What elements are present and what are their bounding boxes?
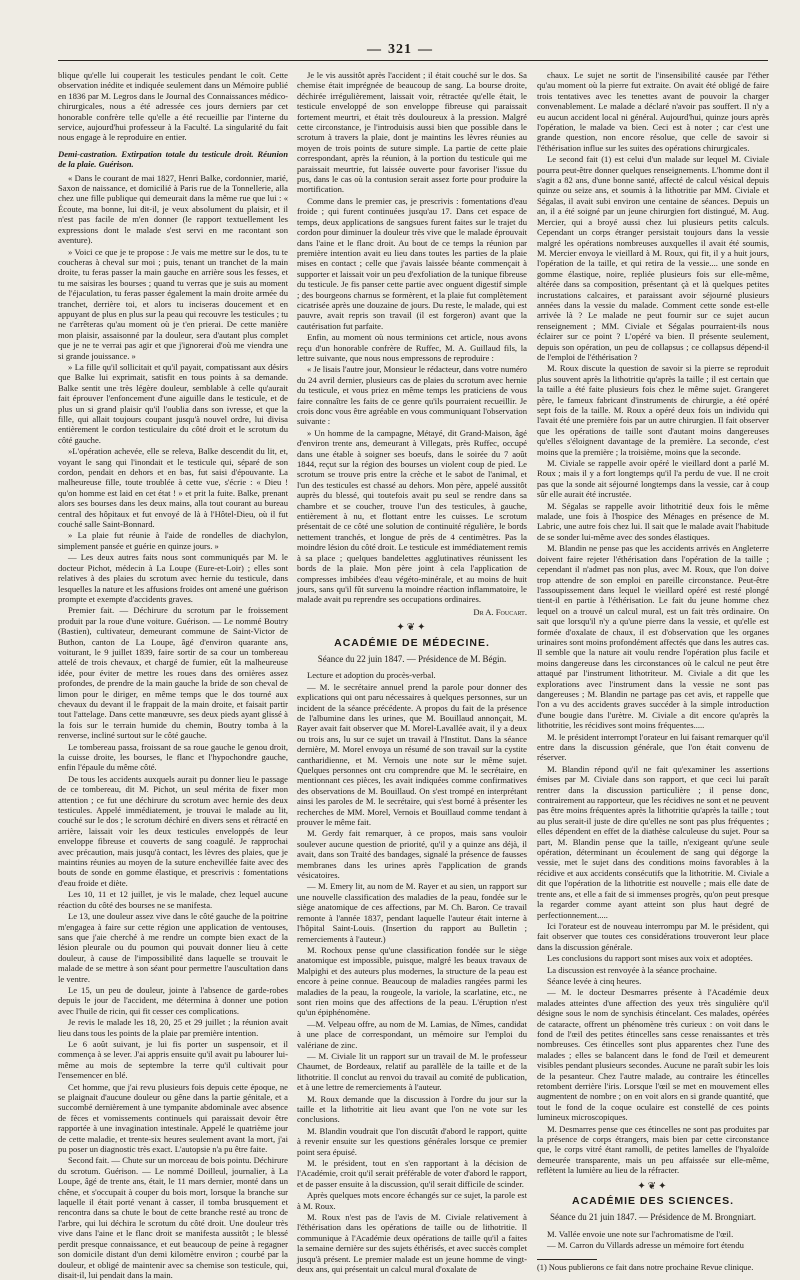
paragraph: M. le président interrompt l'orateur en lui faisant remarquer qu'il entre dans la discussion générale, que l'on était convenu de réserver.	[537, 731, 769, 763]
footnote-rule	[537, 1259, 597, 1260]
paragraph: —M. Velpeau offre, au nom de M. Lamias, de Nîmes, candidat à une place de correspondant, un mémoire sur l'emploi du valériane de zinc.	[297, 1018, 527, 1050]
column-1-paragraphs	[58, 173, 288, 1280]
paragraph: — M. Civiale lit un rapport sur un travail de M. le professeur Chaumet, de Bordeaux, relatif au parallèle de la taille et de la lithotritie. Il conclut au renvoi du travail au comité de publication, et à une lettre de remerciements à l'auteur.	[297, 1050, 527, 1093]
paragraph: Je le vis aussitôt après l'accident ; il était couché sur le dos. Sa chemise était imprégnée de beaucoup de sang. La bourse droite, déchirée irrégulièrement, laissait voir, rétractée qu'elle était, le testicule enveloppé de son enveloppe fibreuse qui paraissait fortement meurtri, et était très douloureux à la pression. Malgré cette circonstance, je l'introduisis aussi bien que possible dans le scrotum à travers la plaie, dont je maintins les lèvres réunies au moyen de trois points de suture simple. La partie de cette plaie correspondant, après la réunion, à la portion du testicule qui me paraissait meurtrie, fut laissée ouverte pour favoriser l'issue du pus, dans le cas où la contusion serait assez forte pour produire la mortification.	[297, 70, 527, 195]
paragraph: Premier fait. — Déchirure du scrotum par le froissement produit par la roue d'une voiture. Guérison. — Le nommé Boutry (Bastien), cultivateur, demeurant commune de Saint-Victor de Buthon, canton de La Loupe, âgé d'environ quarante ans, voiturant, le 9 juillet 1839, faire sortir de sa cour un tombereau attelé de trois chevaux, et chargé de fumier, eût la malheureuse idée, pour éviter de mettre les roues dans des ornières assez profondes, de prendre de la main gauche la bride de son cheval de limon pour le diriger, en même temps que le dos tourné aux chevaux du devant il le frappait de la main droite, et faisait partir tout l'attelage. Dans cette manœuvre, ses deux pieds ayant glissé à la fois sur le terrain humide du chemin, Boutry tomba à la renverse, incliné surtout sur le côté gauche.	[58, 605, 288, 741]
paragraph: » La fille qu'il sollicitait et qu'il payait, compatissant aux désirs que Balke lui exprimait, satisfit en tous points à sa demande. Balke sentit une très légère douleur, semblable à celle qu'aurait fait éprouver l'enfoncement d'une aiguille dans le testicule, et de plus un si grand plaisir qu'il l'oublia dans son ivresse, et que la fille, qui allait toujours coupant jusqu'à nouvel ordre, lui divisa entièrement le cordon testiculaire du côté droit et le scrotum du côté gauche.	[58, 361, 288, 445]
paragraph: Après quelques mots encore échangés sur ce sujet, la parole est à M. Roux.	[297, 1190, 527, 1211]
academy-sciences-paragraphs	[537, 1229, 769, 1251]
paragraph: M. Civiale se rappelle avoir opéré le vieillard dont a parlé M. Roux ; mais il y a fort longtemps qu'il l'a perdu de vue. Il ne croit pas que la sonde ait séjourné longtemps dans la vessie, car à coup sûr elle aurait été incrustée.	[537, 458, 769, 500]
paragraph: chaux. Le sujet ne sortit de l'insensibilité causée par l'éther qu'au moment où la pierre fut extraite. On avait été obligé de faire trois tentatives avec les tenettes avant de pouvoir la charger convenablement. Le malade a déclaré n'avoir pas souffert. Il n'y a eu aucun accident local ni général. Aujourd'hui, quinze jours après l'opération, le malade va bien. Ceci est à noter ; car c'est une grande question, non encore résolue, que celle de savoir si l'éthérisation influe sur les suites des opérations chirurgicales.	[537, 70, 769, 153]
seance-heading: Séance du 21 juin 1847. — Présidence de M. Brongniart.	[550, 1212, 756, 1223]
article-signature: Dr A. Foucart.	[473, 606, 527, 617]
paragraph: — M. le secrétaire annuel prend la parole pour donner des explications qui ont paru nécessaires à quelques personnes, sur un incident de la séance précédente. A propos du fait de la présence de l'albumine dans les urines, que M. Bouillaud annonçait, M. Rayer avait fait observer que M. Morel-Lavallée avait, il y a deux ou trois ans, lu sur ce sujet un travail à l'Institut. Dans la séance dernière, M. Morel envoya un résumé de son travail sur la cystite cantharidienne, et M. Vernois une note sur le même sujet. Quelques personnes ont cru comprendre que M. le secrétaire, en mentionnant ces pièces, les avait indiquées comme confirmatives des observations de M. Bouillaud. On s'est trompé en interprétant ainsi les paroles de M. le secrétaire, qui s'est borné à présenter les recherches de MM. Morel, Vernois et Bouillaud comme tendant à prouver le même fait.	[297, 681, 527, 828]
paragraph: Les conclusions du rapport sont mises aux voix et adoptées.	[547, 953, 753, 964]
paragraph: Second fait. — Chute sur un morceau de bois pointu. Déchirure du scrotum. Guérison. — Le nommé Doilleul, journalier, à La Loupe, âgé de trente ans, était, le 11 mars dernier, monté dans un chêne, et s'occupait à couper du bois mort, lorsque la branche sur laquelle il était porté venant à casser, il tomba brusquement et rencontra dans sa chute le bout de cette branche resté au tronc de l'arbre, qui lui déchira le scrotum du côté droit. Une douleur très vive dans l'aine et le flanc droit se manifesta aussitôt ; le blessé perdit presque connaissance, et eut beaucoup de peine à regagner son domicile distant d'un demi kilomètre environ ; courbé par la douleur, et obligé de maintenir avec sa chemise son testicule, qui, disait-il, lui pendait dans la main.	[58, 1155, 288, 1280]
column-3	[537, 70, 769, 1272]
academy-sciences-title: ACADÉMIE DES SCIENCES.	[571, 1195, 735, 1208]
paragraph: Les 10, 11 et 12 juillet, je vis le malade, chez lequel aucune réaction du côté des bourses ne se manifesta.	[58, 889, 288, 910]
paragraph: M. Blandin répond qu'il ne fait qu'examiner les assertions émises par M. Civiale dans son rapport, et que ceci lui paraît rentrer dans la discussion particulière ; il pense donc, contrairement au rapporteur, que les récidives ne sont et ne peuvent pas être moins fréquentes après la lithotritie qu'après la taille ; tout au plus serait-il juste de dire qu'elles ne sont pas plus fréquentes ; elles dépendent en effet de la diathèse calculeuse du sujet. Pour sa part, M. Blandin pense que la taille, n'exigeant qu'une seule opération, déterminant un écoulement de sang qui dégorge la vessie, met le sujet dans des conditions moins favorables à la récidive et aux accidents consécutifs que la lithotritie. M. Civiale a dit que l'opération de la lithotritie est nouvelle ; mais elle date de trente ans, et elle a fait de si immenses progrès, qu'on peut presque la regarder comme ayant atteint son plus haut degré de perfectionnement.....	[537, 763, 769, 920]
paragraph: Ici l'orateur est de nouveau interrompu par M. le président, qui fait observer que toutes ces considérations trouveront leur place dans la discussion générale.	[537, 920, 769, 952]
header-rule	[58, 60, 768, 61]
paragraph: M. Roux demande que la discussion à l'ordre du jour sur la taille et la lithotritie ait lieu avant que l'on ne vote sur les conclusions.	[297, 1093, 527, 1125]
paragraph: De tous les accidents auxquels aurait pu donner lieu le passage de ce tombereau, dit M. Pichot, un seul mérita de fixer mon attention ; ce fut une déchirure du scrotum avec hernie des deux testicules. Appelé immédiatement, je trouvai le malade au lit, couché sur le dos ; le scrotum déchiré en divers sens et rétracté en arrière, laissait voir les deux testicules enveloppés de leur enveloppe fibreuse et couverts de sang coagulé. Je rapprochai avec précaution, mais jusqu'à contact, les lèvres des plaies, que je maintins réunies au moyen de la suture enchevillée faite avec des bouts de sonde en gomme élastique, et prescrivis : fomentations d'eau froide et diète.	[58, 773, 288, 888]
paragraph: M. Gerdy fait remarquer, à ce propos, mais sans vouloir soulever aucune question de priorité, qu'il y a quinze ans déjà, il avait, dans son Traité des bandages, signalé la présence de fausses membranes dans les urines après l'application de grands vésicatoires.	[297, 828, 527, 881]
paragraph: Lecture et adoption du procès-verbal.	[307, 670, 436, 681]
paragraph: » Un homme de la campagne, Métayé, dit Grand-Maison, âgé d'environ trente ans, demeurant à Villegats, près Ruffec, occupé dans une étable à soigner ses boeufs, dans le soirée du 7 août 1844, reçut sur la région des bourses un violent coup de pied. Le scrotum se trouve pris entre la crèche et le sabot de l'animal, et l'un des testicules est chassé au dehors. Mon père, appelé aussitôt auprès du blessé, qui toutefois avait pu seul se rendre dans sa chambre et se coucher, trouve l'un des testicules, à gauche, entièrement à nu, et flottant entre les cuisses. Le scrotum présentait de ce côté une solution de continuité régulière, le bords nettement tranchés, et longue de près de 4 centimètres. Pas la moindre lésion du côté droit. Le testicule est immédiatement remis à sa place ; quelques bandelettes agglutinatives réunissent les bords de la plaie. Mon père joint à cela l'application de compresses imbibées d'eau végéto-minérale, et au moins de huit jours, sans qu'il fût survenu la moindre réaction inflammatoire, le malade avait pu reprendre ses occupations ordinaires.	[297, 427, 527, 605]
section-ornament: ✦❦✦	[396, 622, 428, 634]
paragraph: M. Ségalas se rappelle avoir lithotritié deux fois le même malade, une fois à l'hospice des Ménages en présence de M. Labric, une autre fois chez lui. Il sait que le malade avait l'habitude de se sonder lui-même avec des sondes élastiques.	[537, 500, 769, 542]
article-title: Demi-castration. Extirpation totale du testicule droit. Réunion de la plaie. Guérison.	[58, 148, 288, 170]
intro-paragraph: blique qu'elle lui couperait les testicules pendant le coït. Cette observation inédite et indiquée seulement dans un Mémoire publié en 1836 par M. Legros dans le Journal des Connaissances médico-chirurgicales, nous a été adressée ces jours derniers par cet honorable confrère telle qu'elle a été recueillie par l'interne du service, aujourd'hui professeur à la Faculté. La singularité du fait nous engage à le reproduire en entier.	[58, 70, 288, 143]
paragraph: Enfin, au moment où nous terminions cet article, nous avons reçu d'un honorable confrère de Ruffec, M. A. Guillaud fils, la lettre suivante, que nous nous empressons de reproduire :	[297, 332, 527, 363]
paragraph: M. Rochoux pense qu'une classification fondée sur le siège anatomique est impossible, puisque, malgré les beaux travaux de Malpighi et des auteurs plus modernes, la structure de la peau est encore à peine connue. Beaucoup de maladies rangées parmi les maladies de la peau, la rougeole, la variole, la scarlatine, etc., ne sont rien moins que des affections de la peau. L'éruption n'est qu'un épiphénomène.	[297, 944, 527, 1018]
paragraph: Le 15, un peu de douleur, jointe à l'absence de garde-robes depuis le jour de l'accident, me détermina à donner une potion avec l'huile de ricin, qui fit cesser ces complications.	[58, 984, 288, 1016]
paragraph: — M. Carron du Villards adresse un mémoire fort étendu	[547, 1240, 744, 1251]
paragraph: Le 6 août suivant, je lui fis porter un suspensoir, et il commença à se lever. J'ai appris ensuite qu'il avait pu labourer lui-même au mois de septembre la terre qu'il cultivait pour l'ensemencer en blé.	[58, 1038, 288, 1081]
paragraph: — M. Emery lit, au nom de M. Rayer et au sien, un rapport sur une nouvelle classification des maladies de la peau, fondée sur le siège anatomique de ces affections, par M. Ch. Baron. Ce travail remonte à l'année 1837, pendant laquelle l'auteur était interne à l'hôpital Saint-Louis. (Insertion du rapport au Bulletin ; remerciements à l'auteur.)	[297, 881, 527, 944]
paragraph: « Je lisais l'autre jour, Monsieur le rédacteur, dans votre numéro du 24 avril dernier, plusieurs cas de plaies du scrotum avec hernie du testicule, et vous priez en même temps les praticiens de vous faire connaître les faits de ce genre qu'ils pourraient recueillir. Je crois donc vous être agréable en vous communiquant l'observation suivante :	[297, 364, 527, 427]
paragraph: M. Blandin voudrait que l'on discutât d'abord le rapport, quitte à revenir ensuite sur les questions générales lorsque ce premier point sera épuisé.	[297, 1125, 527, 1157]
paragraph: M. Vallée envoie une note sur l'achromatisme de l'œil.	[547, 1228, 734, 1239]
academy-medicine-title: ACADÉMIE DE MÉDECINE.	[334, 636, 490, 649]
paragraph: La discussion est renvoyée à la séance prochaine.	[547, 964, 717, 975]
paragraph: Je revis le malade les 18, 20, 25 et 29 juillet ; la réunion avait lieu dans tous les points de la plaie par première intention.	[58, 1017, 288, 1038]
paragraph: Comme dans le premier cas, je prescrivis : fomentations d'eau froide ; qui furent continuées jusqu'au 17. Dans cet espace de temps, deux applications de sangsues furent faites sur le trajet du cordon pour diminuer la douleur très vive que le malade éprouvait dans l'aine et le flanc droit. Au bout de ce temps la réunion par première intention avait eu lieu dans toutes les parties de la plaie mises en contact ; celle que j'avais laissée béante commençait à supporter et laissait voir un peu d'exfoliation de la tunique fibreuse du testicule. Je fis panser cette partie avec onguent digestif simple ; des bourgeons charnus se formèrent, et la plaie fut complètement cicatrisée après une douzaine de jours. Du reste, le malade, qui est pauvre, avait repris son travail (il est forgeron) avant que la cautérisation fut parfaite.	[297, 195, 527, 331]
paragraph: Le tombereau passa, froissant de sa roue gauche le genou droit, la cuisse droite, les bourses, le flanc et l'hypochondre gauche, enfin l'épaule du même côté.	[58, 741, 288, 773]
paragraph: » La plaie fut réunie à l'aide de rondelles de diachylon, simplement pansée et guérie en quinze jours. »	[58, 530, 288, 551]
column-2-paragraphs	[297, 70, 527, 605]
paragraph: » Voici ce que je te propose : Je vais me mettre sur le dos, tu te coucheras à cheval sur moi ; puis, tenant un tranchet de la main droite, tu feras passer la main gauche en arrière sous les fesses, et tu me saisiras les bourses ; quand tu verras que je suis au moment de l'éjaculation, tu feras passer également la main droite armée du tranchet, derrière toi, et alors tu inciseras doucement et en appuyant de plus en plus sur la peau qui recouvre les testicules ; tu ne t'arrêteras qu'au moment où je t'en prierai. De cette manière mon plaisir, assaisonné par la douleur, sera d'autant plus complet que je ne te verrai pas agir et que j'ignorerai d'où me viendra une si grande jouissance. »	[58, 246, 288, 361]
paragraph: — M. le docteur Desmarres présente à l'Académie deux malades atteintes d'une affection des yeux très singulière qu'il désigne sous le nom de synchisis étincelant. Ces malades, opérées de cataracte, offrent un phénomène très curieux : on voit dans le fond de l'œil des petites étincelles sans cesse renaissantes et très nombreuses. Ces étincelles sont plus apparentes chez l'une des malades ; elles se balancent dans le fond de l'œil et demeurent visibles pendant plusieurs secondes. Aucune ne paraît subir les lois de la pesanteur. Chez l'autre malade, au contraire les étincelles retombent derrière l'iris. Lorsque l'œil se met en mouvement elles augmentent de nombre ; on en voit alors en si grande quantité, que tout le fond de la coque oculaire est constellé de ces points lumineux microscopiques.	[537, 987, 769, 1123]
seance-heading: Séance du 22 juin 1847. — Présidence de M. Bégin.	[317, 653, 507, 664]
paragraph: M. Roux discute la question de savoir si la pierre se reproduit plus souvent après la lithotritie qu'après la taille ; il est certain que la taille a été faite plusieurs fois chez le même sujet. Grangeret père, le fameux fabricant d'instruments de chirurgie, a été opéré sept fois de la taille. M. Roux a opéré deux fois un individu qui l'avait été une première fois par un autre chirurgien. Il fait observer que les opérations de taille sont d'autant moins dangereuses qu'elles s'éloignent davantage de la première. La seconde, c'est moins que la première ; la troisième, moins que la seconde.	[537, 363, 769, 457]
section-ornament: ✦❦✦	[637, 1180, 669, 1192]
paragraph: M. Desmarres pense que ces étincelles ne sont pas produites par la présence de corps étrangers, mais bien par cette circonstance que, le corps vitré étant ramolli, de petites lamelles de l'hyaloïde demeurée transparente, mais un peu affaissée sur elle-même, reflètent la lumière au lieu de la réfracter.	[537, 1123, 769, 1176]
column-1	[58, 70, 288, 1280]
paragraph: Le second fait (1) est celui d'un malade sur lequel M. Civiale pourra peut-être donner quelques renseignements. L'homme dont il s'agit a 82 ans, d'une bonne santé, affecté de calcul vésical depuis quinze ou seize ans, et soumis à la lithotritie par MM. Civiale et Ségalas, il avait subi environ une centaine de séances. Depuis un an, il a été soigné par un jeune chirurgien fort distingué, M. Aug. Mercier, qui a broyé aussi chez lui plusieurs petits calculs. Cependant un corps étranger persistait toujours dans la vessie malgré les opérations nombreuses auxquelles il avait été soumis, M. Mercier envoya le vieillard à M. Roux, qui fit, il y a huit jours, l'opération de la taille, et qui retira de la vessie.... une sonde en gomme élastique, noire, repliée plusieurs fois sur elle-même, altérée dans sa composition, présentant çà et là quelques petites incrustations calcaires, et paraissant avoir séjourné plusieurs années dans la vessie du malade. Comment cette sonde est-elle arrivée là ? Le malade ne peut fournir sur ce sujet aucun renseignement ; MM. Civiale et Ségalas pourraient-ils nous éclairer sur ce point ? L'opéré va bien. Il présente seulement, depuis son opération, un peu de collapsus ; ce collapsus dépend-il de l'emploi de l'éthérisation ?	[537, 154, 769, 362]
paragraph: Cet homme, que j'ai revu plusieurs fois depuis cette époque, ne se plaignait d'aucune douleur ou gêne dans la partie génitale, et a succombé dernièrement à une tympanite abdominale avec absence de fèces et vomissements continuels qui paraissait devoir être rapportée à une invagination intestinale. Appelé le quatrième jour de cette maladie, et trente-six heures seulement avant la mort, j'ai pu poser un diagnostic très exact. L'autopsie n'a pu être faite.	[58, 1081, 288, 1155]
paragraph: M. Blandin ne pense pas que les accidents arrivés en Angleterre doivent faire rejeter l'éthérisation dans l'opération de la taille ; cependant il n'admet pas non plus, avec M. Roux, que l'on doive trop attendre de son emploi en pareille circonstance. Peut-être l'assoupissement dans lequel le vieillard opéré est resté plongé tient-il en partie à l'éthérisation. Le fait du jeune homme chez lequel on a trouvé un calcul mural, est un fait très ordinaire. On sait que lorsqu'il n'y a qu'une pierre dans la vessie, et qu'elle est formée d'oxalate de chaux, il est d'observation que les organes urinaires sont moins profondément affectés que dans les autres cas. Il semble que la nature ait voulu rendre l'opération plus facile et moins dangereuse dans les circonstances où le calcul ne peut être attaqué par l'instrument lithotriteur. M. Civiale a dit que les explorations avec l'instrument dans la vessie ne sont pas dangereuses ; M. Blandin ne partage pas cet avis, et rappelle que l'on a vu des accidents graves succéder à la simple introduction d'une bougie dans l'urètre. M. Civiale a dit encore qu'après la lithotritie, les récidives sont moins fréquentes.....	[537, 543, 769, 731]
academy-medicine-paragraphs	[297, 670, 527, 1274]
page-number: — 321 —	[0, 42, 800, 58]
paragraph: Séance levée à cinq heures.	[547, 975, 642, 986]
paragraph: »L'opération achevée, elle se releva, Balke descendit du lit, et, voyant le sang qui l'inondait et le testicule qui, séparé de son cordon, pendait en dehors et en bas, fut saisi d'épouvante. La malheureuse fille, toute troublée à cette vue, s'écrie : « Dieu ! qu'on homme est laid en cet état ! » et prit la fuite. Balke, prenant alors ses bourses dans les deux mains, alla tout courant au bureau central des hôpitaux et fut envoyé de là à l'Hôtel-Dieu, où il fut couché salle Saint-Bonnard.	[58, 446, 288, 530]
paragraph: « Dans le courant de mai 1827, Henri Balke, cordonnier, marié, Saxon de naissance, et domicilié à Paris rue de la Tonnellerie, alla chez une fille publique qui demeurait dans la même rue que lui : « Écoute, ma bonne, lui dit-il, je veux absolument du plaisir, et il n'est pas facile de m'en donner (le rapport textuellement les expressions dont le malade s'est servi en me racontant son aventure).	[58, 172, 288, 246]
paragraph: Le 13, une douleur assez vive dans le côté gauche de la poitrine m'engagea à faire sur cette région une application de ventouses, sans que j'aie cherché à me rendre un compte bien exact de la lésion pleurale ou du poumon qui pouvait donner lieu à cette douleur, à cause de l'impossibilité dans laquelle se trouvait le malade de se mettre à son séant pour permettre l'auscultation dans le ventre.	[58, 911, 288, 984]
paragraph: — Les deux autres faits nous sont communiqués par M. le docteur Pichot, médecin à La Loupe (Eure-et-Loir) ; elles sont relatives à des plaies du scrotum avec hernie du testicule, dans lesquelles la nature et les affusions froides ont amené une guérison prompte et exempte d'accidents graves.	[58, 552, 288, 604]
column-2	[297, 70, 527, 1275]
paragraph: M. Roux n'est pas de l'avis de M. Civiale relativement à l'éthérisation dans les opérations de taille ou de lithotritie. Il communique à l'Académie deux opérations de taille qu'il a faites la semaine dernière sur des sujets éthérisés, et avec succès complet jusqu'à présent. Le premier malade est un jeune homme de vingt-deux ans, qui présentait un calcul mural d'oxalate de	[297, 1212, 527, 1275]
paragraph: M. le président, tout en s'en rapportant à la décision de l'Académie, croit qu'il serait préférable de voter d'abord le rapport, et de passer ensuite à la discussion, qu'il serait difficile de scinder.	[297, 1158, 527, 1189]
column-3-paragraphs	[537, 70, 769, 1176]
footnote: (1) Nous publierons ce fait dans notre prochaine Revue clinique.	[537, 1262, 754, 1272]
